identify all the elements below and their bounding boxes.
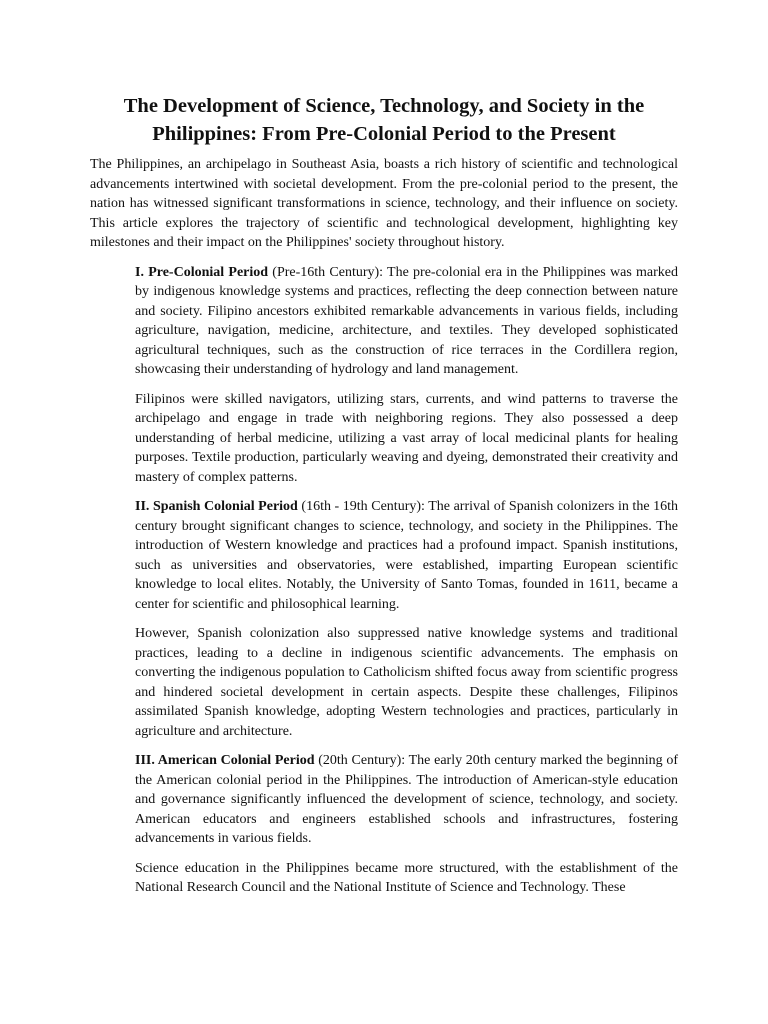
title-line-2: Philippines: From Pre-Colonial Period to the Present	[152, 123, 616, 145]
section-3-heading: III. American Colonial Period	[135, 753, 315, 768]
section-1-heading: I. Pre-Colonial Period	[135, 264, 269, 280]
title-line-1: The Development of Science, Technology, and Society in the	[123, 95, 645, 117]
section-2-paragraph	[135, 497, 678, 614]
section-1-paragraph	[135, 263, 678, 380]
section-3-body: Science education in the Philippines became more structured, with the establishment of the National Research Council and the National Institute of Science and Technology. These	[135, 860, 678, 895]
intro-paragraph: The Philippines, an archipelago in Southeast Asia, boasts a rich history of scientific and technological advancements intertwined with societal development. From the pre-colonial period to the present, the nation has witnessed significant transformations in science, technology, and their influence on society. This article explores the trajectory of scientific and technological development, highlighting key milestones and their impact on the Philippines' society throughout history.	[90, 157, 678, 250]
section-2-body: However, Spanish colonization also suppressed native knowledge systems and traditional practices, leading to a decline in indigenous scientific advancements. The emphasis on converting the indigenous population to Catholicism shifted focus away from scientific progress and hindered societal development in certain aspects. Despite these challenges, Filipinos assimilated Spanish knowledge, adopting Western technologies and practices, particularly in agriculture and architecture.	[135, 626, 678, 739]
section-3-paragraph	[135, 751, 678, 849]
document-title	[90, 92, 678, 148]
section-2-heading: II. Spanish Colonial Period	[135, 499, 298, 514]
section-1-body: Filipinos were skilled navigators, utilizing stars, currents, and wind patterns to traverse the archipelago and engage in trade with neighboring regions. They also possessed a deep understanding of herbal medicine, utilizing a vast array of local medicinal plants for healing purposes. Textile production, particularly weaving and dyeing, demonstrated their creativity and mastery of complex patterns.	[135, 391, 678, 485]
section-1-lead: (Pre-16th Century): The pre-colonial era in the Philippines was marked by indigenous knowledge systems and practices, reflecting the deep connection between nature and society. Filipino ancestors exhibited remarkable advancements in various fields, including agriculture, navigation, medicine, architecture, and textiles. They developed sophisticated agricultural techniques, such as the construction of rice terraces in the Cordillera region, showcasing their understanding of hydrology and land management.	[135, 264, 678, 377]
section-2-lead: (16th - 19th Century): The arrival of Spanish colonizers in the 16th century brought significant changes to science, technology, and society in the Philippines. The introduction of Western knowledge and practices had a profound impact. Spanish institutions, such as universities and observatories, were established, imparting European scientific knowledge to local elites. Notably, the University of Santo Tomas, founded in 1611, became a center for scientific and philosophical learning.	[135, 499, 678, 612]
section-3-lead: (20th Century): The early 20th century marked the beginning of the American colonial period in the Philippines. The introduction of American-style education and governance significantly influenced the development of science, technology, and society. American educators and engineers established schools and infrastructures, fostering advancements in various fields.	[135, 753, 678, 846]
